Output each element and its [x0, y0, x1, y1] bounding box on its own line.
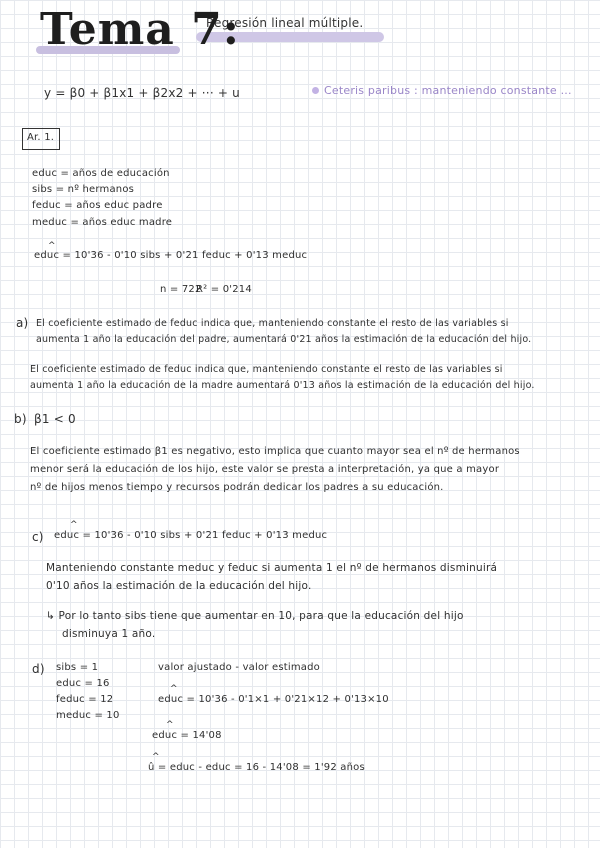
part-c-label: c): [32, 530, 44, 544]
page-subtitle: Regresión lineal múltiple.: [206, 16, 364, 30]
part-b-label: b): [14, 412, 27, 426]
hat-symbol-d1: ^: [170, 684, 178, 694]
exercise-label: Ar. 1.: [27, 132, 55, 143]
part-d-meduc: meduc = 10: [56, 710, 120, 721]
part-d-label: d): [32, 662, 45, 676]
hat-symbol: ^: [48, 241, 56, 251]
part-a-line-1: El coeficiente estimado de feduc indica que, manteniendo constante el resto de las variables si: [36, 318, 509, 329]
part-c-line-1: Manteniendo constante meduc y feduc si aumenta 1 el nº de hermanos disminuirá: [46, 562, 498, 574]
r-squared: R² = 0'214: [196, 284, 252, 295]
part-d-sibs: sibs = 1: [56, 662, 99, 673]
part-a-line-2: aumenta 1 año la educación del padre, aumentará 0'21 años la estimación de la educación del hijo.: [36, 334, 532, 345]
variable-educ: educ = años de educación: [32, 168, 170, 179]
part-c-line-3: ↳ Por lo tanto sibs tiene que aumentar en 10, para que la educación del hijo: [46, 610, 464, 622]
residual-equation: û = educ - educ = 16 - 14'08 = 1'92 años: [148, 762, 365, 773]
part-d-feduc: feduc = 12: [56, 694, 114, 705]
fitted-vs-estimated: valor ajustado - valor estimado: [158, 662, 320, 673]
hat-symbol-d2: ^: [166, 720, 174, 730]
hat-symbol-c: ^: [70, 520, 78, 530]
part-a-label: a): [16, 316, 29, 330]
part-d-educ: educ = 16: [56, 678, 110, 689]
variable-sibs: sibs = nº hermanos: [32, 184, 135, 195]
part-a-line-3: El coeficiente estimado de feduc indica que, manteniendo constante el resto de las variables si: [30, 364, 503, 375]
sample-size: n = 722: [160, 284, 202, 295]
part-c-equation: educ = 10'36 - 0'10 sibs + 0'21 feduc + 0'13 meduc: [54, 530, 328, 541]
ceteris-paribus-note: Ceteris paribus : manteniendo constante ...: [324, 84, 572, 97]
part-c-line-2: 0'10 años la estimación de la educación del hijo.: [46, 580, 312, 592]
part-d-equation-1: educ = 10'36 - 0'1×1 + 0'21×12 + 0'13×10: [158, 694, 389, 705]
part-a-line-4: aumenta 1 año la educación de la madre aumentará 0'13 años la estimación de la educación del hijo.: [30, 380, 535, 391]
part-d-equation-2: educ = 14'08: [152, 730, 222, 741]
model-formula: y = β0 + β1x1 + β2x2 + ··· + u: [44, 86, 240, 100]
part-c-line-4: disminuya 1 año.: [62, 628, 156, 640]
part-b-condition: β1 < 0: [34, 412, 76, 426]
variable-feduc: feduc = años educ padre: [32, 200, 163, 211]
part-b-line-2: menor será la educación de los hijo, este valor se presta a interpretación, ya que a mayor: [30, 464, 500, 475]
hat-symbol-d3: ^: [152, 752, 160, 762]
regression-equation: educ = 10'36 - 0'10 sibs + 0'21 feduc + 0'13 meduc: [34, 250, 308, 261]
part-b-line-1: El coeficiente estimado β1 es negativo, esto implica que cuanto mayor sea el nº de hermanos: [30, 446, 520, 457]
bullet-dot-icon: [312, 87, 319, 94]
part-b-line-3: nº de hijos menos tiempo y recursos podrán dedicar los padres a su educación.: [30, 482, 444, 493]
page-title: Tema 7:: [40, 4, 240, 55]
variable-meduc: meduc = años educ madre: [32, 217, 173, 228]
